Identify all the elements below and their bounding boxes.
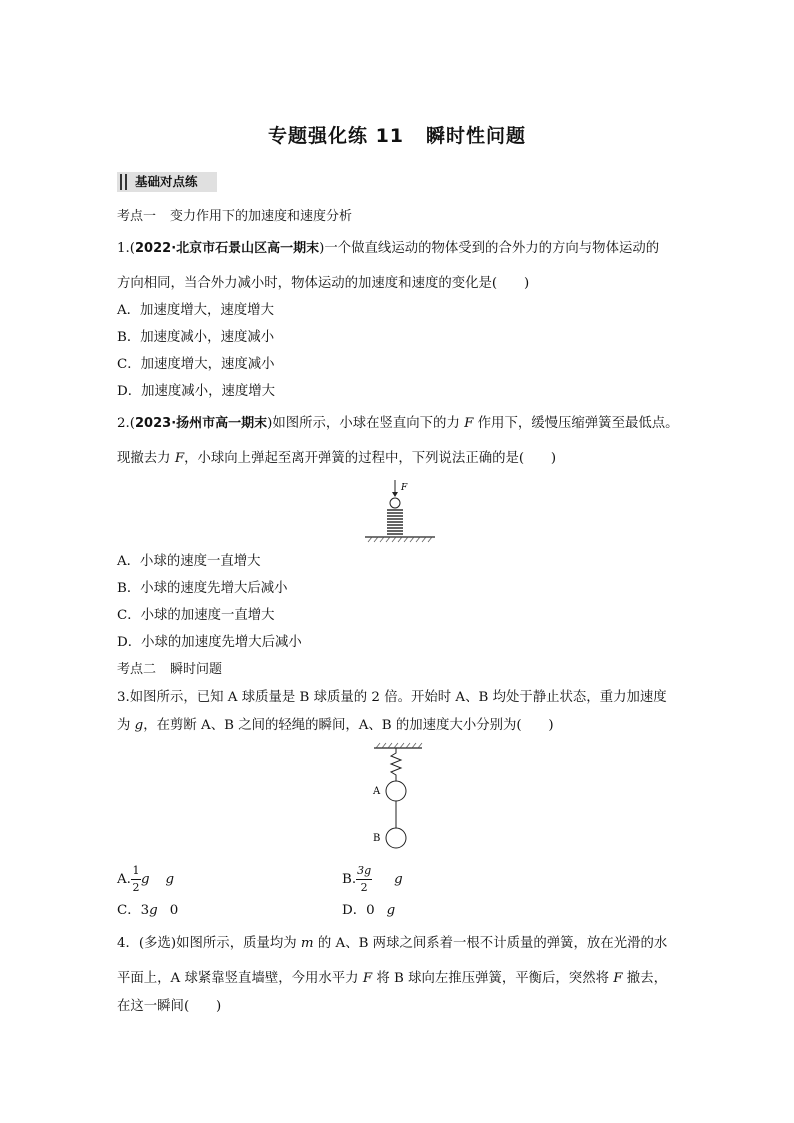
q4-m-symbol: m xyxy=(300,936,314,951)
q4-number: 4．(多选) xyxy=(117,936,177,951)
q4-force-symbol: F xyxy=(362,971,373,986)
q3-option-d-letter: D．0 xyxy=(342,903,375,918)
q1-number: 1. xyxy=(117,241,130,256)
fraction-numerator: 1 xyxy=(132,863,140,877)
q2-line1 xyxy=(117,415,679,433)
q3-line1: 3.如图所示，已知 A 球质量是 B 球质量的 2 倍。开始时 A、B 均处于静止状态，重力加速度 xyxy=(117,690,667,705)
q2-force-symbol: F xyxy=(464,416,474,431)
q4-line2 xyxy=(117,970,667,988)
hanging-balls-figure xyxy=(360,741,440,853)
q2-stem-1b: 作用下，缓慢压缩弹簧至最低点。 xyxy=(473,416,679,431)
ball-b-icon xyxy=(386,828,406,848)
q3-option-d-g: g xyxy=(386,903,396,918)
q2-source: 2023·扬州市高一期末 xyxy=(135,416,268,431)
section-tag-label: 基础对点练 xyxy=(135,174,198,189)
q2-option-b: B．小球的速度先增大后减小 xyxy=(117,581,288,596)
q3-option-a-value-2: g xyxy=(165,872,175,887)
q2-stem-2b: ，小球向上弹起至离开弹簧的过程中，下列说法正确的是( ) xyxy=(184,451,557,466)
q2-paren-close: ) xyxy=(267,416,273,431)
q4-line3: 在这一瞬间( ) xyxy=(117,999,222,1014)
q3-option-c-g: g xyxy=(149,903,158,918)
ball-a-icon xyxy=(386,781,406,801)
q1-stem-1: 一个做直线运动的物体受到的合外力的方向与物体运动的 xyxy=(324,241,660,256)
title-main: 专题强化练 11 xyxy=(267,125,405,147)
spring-icon xyxy=(391,748,401,781)
fraction-numerator: 3g xyxy=(357,863,372,877)
ball-icon xyxy=(390,498,400,508)
q3-option-a xyxy=(117,864,174,896)
q1-option-b: B．加速度减小，速度减小 xyxy=(117,330,275,345)
fraction-denominator: 2 xyxy=(360,880,368,894)
ground-hatch-icon xyxy=(368,537,432,542)
fraction-denominator: 2 xyxy=(132,880,140,894)
q3-option-a-letter: A. xyxy=(117,872,131,887)
q3-stem-2b: ，在剪断 A、B 之间的轻绳的瞬间，A、B 的加速度大小分别为( ) xyxy=(143,718,554,733)
q1-paren-close: ) xyxy=(319,241,325,256)
q4-stem-1b: 的 A、B 两球之间系着一根不计质量的弹簧，放在光滑的水 xyxy=(313,936,668,951)
q1-option-c: C．加速度增大，速度减小 xyxy=(117,357,275,372)
ceiling-hatch-icon xyxy=(376,743,422,748)
spring-ball-figure xyxy=(360,476,440,546)
q1-option-d: D．加速度减小，速度增大 xyxy=(117,384,276,399)
title-sub: 瞬时性问题 xyxy=(426,125,527,147)
q3-g-symbol: g xyxy=(134,718,144,733)
q2-option-a: A．小球的速度一直增大 xyxy=(117,554,261,569)
q3-option-c-letter: C．3 xyxy=(117,903,150,918)
q3-option-a-fraction xyxy=(131,865,141,895)
q4-stem-2c: 撤去， xyxy=(622,971,667,986)
ball-b-label: B xyxy=(373,833,381,844)
q1-source: 2022·北京市石景山区高一期末 xyxy=(135,241,320,256)
q4-force-symbol-2: F xyxy=(613,971,623,986)
tag-bar-icon xyxy=(125,174,127,190)
q3-option-b-letter: B. xyxy=(342,872,357,887)
q4-stem-2a: 平面上，A 球紧靠竖直墙壁，今用水平力 xyxy=(117,971,363,986)
q3-option-c xyxy=(117,902,178,920)
q3-option-a-value-1: g xyxy=(140,872,150,887)
knowledge-point-1 xyxy=(117,208,352,226)
arrow-head-icon xyxy=(392,492,398,497)
q2-paren-open: ( xyxy=(129,416,136,431)
q2-stem-2a: 现撤去力 xyxy=(117,451,175,466)
compressed-spring-icon xyxy=(387,510,403,534)
kp2-label: 考点二 xyxy=(117,662,157,677)
q3-option-b-fraction xyxy=(356,865,372,895)
ball-a-label: A xyxy=(373,786,381,797)
q1-option-a: A．加速度增大，速度增大 xyxy=(117,303,274,318)
kp1-label: 考点一 xyxy=(117,209,157,224)
q4-stem-2b: 将 B 球向左推压弹簧，平衡后，突然将 xyxy=(372,971,614,986)
q2-number: 2. xyxy=(117,416,130,431)
figure-force-label: F xyxy=(401,483,408,493)
tag-bar-icon xyxy=(120,174,122,190)
q2-option-c: C．小球的加速度一直增大 xyxy=(117,608,275,623)
q3-option-b-value: g xyxy=(394,872,403,887)
q2-stem-1a: 如图所示，小球在竖直向下的力 xyxy=(272,416,465,431)
q3-line2 xyxy=(117,717,554,735)
q4-stem-1a: 如图所示，质量均为 xyxy=(176,936,301,951)
page-title xyxy=(0,121,794,148)
section-tag xyxy=(117,172,217,192)
kp1-text: 变力作用下的加速度和速度分析 xyxy=(170,209,353,224)
q2-force-symbol-2: F xyxy=(174,451,185,466)
q1-line1 xyxy=(117,240,659,258)
knowledge-point-2 xyxy=(117,661,222,679)
q1-paren-open: ( xyxy=(129,241,136,256)
kp2-text: 瞬时问题 xyxy=(170,662,223,677)
q1-line2: 方向相同，当合外力减小时，物体运动的加速度和速度的变化是( ) xyxy=(117,276,530,291)
q3-option-d xyxy=(342,902,395,920)
q2-option-d: D．小球的加速度先增大后减小 xyxy=(117,635,302,650)
q3-stem-2a: 为 xyxy=(117,718,135,733)
q2-line2 xyxy=(117,450,556,468)
q4-line1 xyxy=(117,935,667,953)
q3-option-b xyxy=(342,864,403,896)
q3-option-c-value: 0 xyxy=(169,903,179,918)
